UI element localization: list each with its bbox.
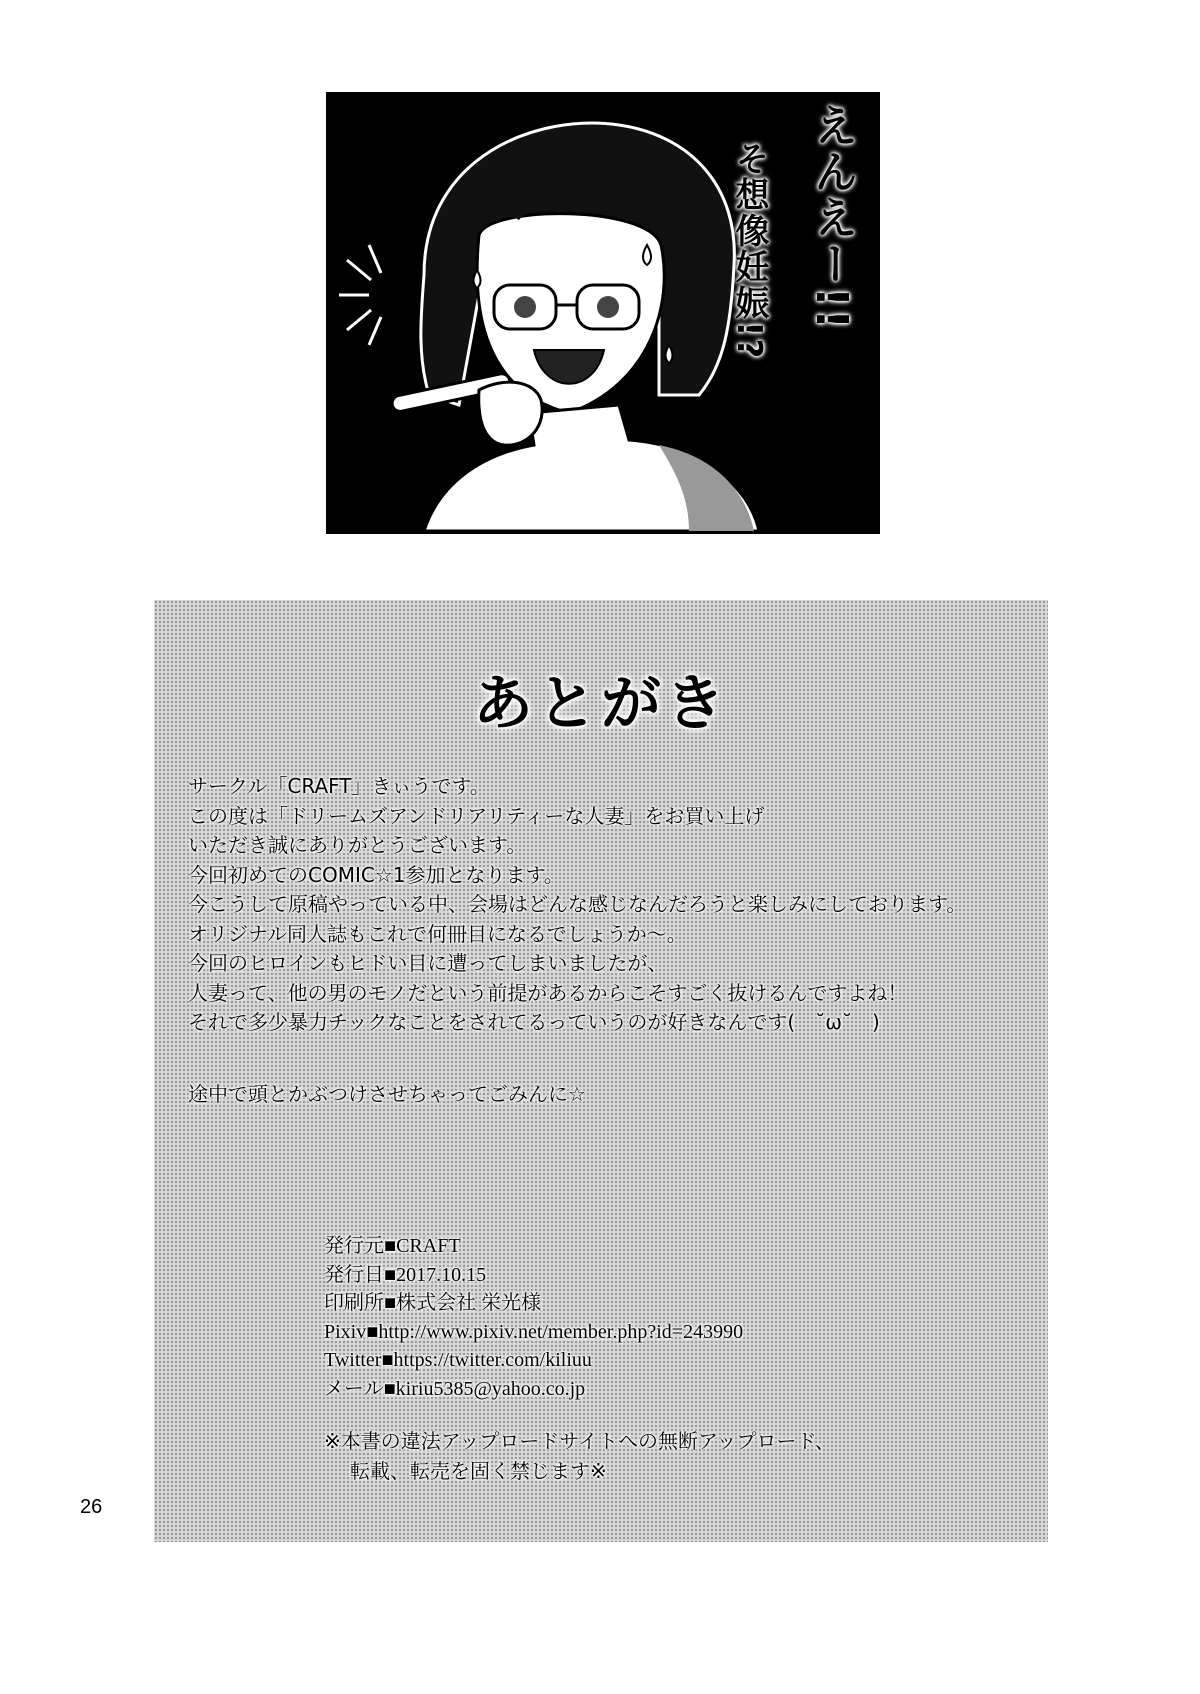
afterword-line: オリジナル同人誌もこれで何冊目になるでしょうか〜。	[188, 921, 687, 946]
colophon-publisher: 発行元■CRAFT	[324, 1235, 461, 1257]
afterword-line: この度は「ドリームズアンドリアリティーな人妻」をお買い上げ	[188, 803, 765, 828]
panel-illustration	[329, 95, 877, 531]
afterword-line: いただき誠にありがとうございます。	[188, 833, 527, 857]
page-number: 26	[80, 1496, 103, 1518]
shock-burst	[339, 245, 381, 345]
eye-right	[597, 296, 619, 318]
notice-line: ※本書の違法アップロードサイトへの無断アップロード、	[324, 1429, 835, 1453]
manga-panel	[326, 92, 880, 534]
afterword-line: 今回初めてのCOMIC☆1参加となります。	[188, 862, 564, 887]
colophon-twitter: Twitter■https://twitter.com/kiliuu	[324, 1349, 592, 1371]
colophon	[324, 1232, 743, 1403]
afterword-line: それで多少暴力チックなことをされてるっていうのが好きなんです( ˘ω˘ )	[188, 1010, 880, 1034]
afterword-body	[188, 772, 1028, 1038]
eye-left	[514, 296, 536, 318]
afterword-closing: 途中で頭とかぶつけさせちゃってごみんに☆	[188, 1082, 586, 1106]
afterword-line: 今こうして原稿やっている中、会場はどんな感じなんだろうと楽しみにしております。	[188, 892, 967, 916]
afterword-title: あとがき	[473, 669, 729, 739]
afterword-line: 今回のヒロインもヒドい目に遭ってしまいましたが、	[188, 951, 668, 975]
shout-text: えんえー!!	[806, 103, 857, 332]
colophon-printer: 印刷所■株式会社 栄光様	[324, 1292, 542, 1314]
afterword-line: 人妻って、他の男のモノだという前提があるからこそすごく抜けるんですよね！	[188, 980, 908, 1005]
afterword-line: サークル「CRAFT」きぃうです。	[188, 774, 490, 798]
notice-line: 転載、転売を固く禁じます※	[350, 1459, 607, 1483]
upload-notice	[324, 1426, 835, 1486]
colophon-date: 発行日■2017.10.15	[324, 1263, 487, 1286]
colophon-email: メール■kiriu5385@yahoo.co.jp	[324, 1377, 586, 1400]
hand-with-test	[391, 372, 543, 445]
afterword-box	[154, 600, 1048, 1542]
thought-text: そ想像妊娠!?	[729, 141, 769, 361]
colophon-pixiv: Pixiv■http://www.pixiv.net/member.php?id=243990	[324, 1320, 744, 1343]
